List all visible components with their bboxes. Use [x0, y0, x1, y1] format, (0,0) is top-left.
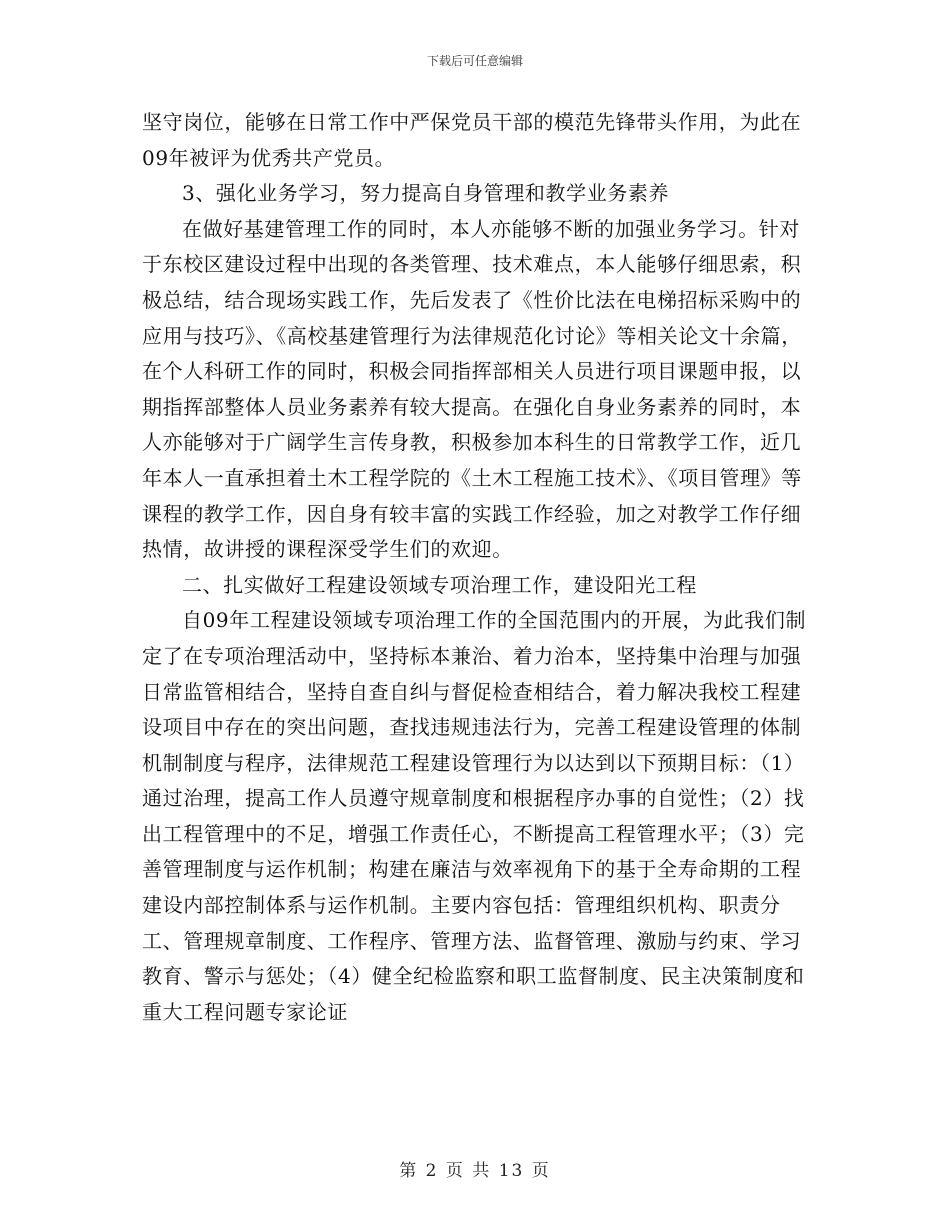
section-heading-3: 3、强化业务学习，努力提高自身管理和教学业务素养 [182, 181, 670, 206]
document-body [142, 105, 812, 1030]
section-heading-2: 二、扎实做好工程建设领域专项治理工作，建设阳光工程 [182, 572, 697, 597]
page-number: 第 2 页 共 13 页 [399, 1161, 551, 1181]
header-note: 下载后可任意编辑 [426, 54, 523, 68]
paragraph-governance: 自09年工程建设领域专项治理工作的全国范围内的开展，为此我们制定了在专项治理活动中，坚持标本兼治、着力治本，坚持集中治理与加强日常监管相结合，坚持自查自纠与督促检查相结合，着力解决我校工程建设项目中存在的突出问题，查找违规违法行为，完善工程建设管理的体制机制制度与程序，法律规范工程建设管理行为以达到以下预期目标：（1）通过治理，提高工作人员遵守规章制度和根据程序办事的自觉性；（2）找出工程管理中的不足，增强工作责任心，不断提高工程管理水平；（3）完善管理制度与运作机制；构建在廉洁与效率视角下的基于全寿命期的工程建设内部控制体系与运作机制。主要内容包括：管理组织机构、职责分工、管理规章制度、工作程序、管理方法、监督管理、激励与约束、学习教育、警示与惩处；（4）健全纪检监察和职工监督制度、民主决策制度和重大工程问题专家论证 [142, 608, 807, 1024]
paragraph-study: 在做好基建管理工作的同时，本人亦能够不断的加强业务学习。针对于东校区建设过程中出现的各类管理、技术难点，本人能够仔细思索，积极总结，结合现场实践工作，先后发表了《性价比法在电梯招标采购中的应用与技巧》、《高校基建管理行为法律规范化讨论》等相关论文十余篇，在个人科研工作的同时，积极会同指挥部相关人员进行项目课题申报，以期指挥部整体人员业务素养有较大提高。在强化自身业务素养的同时，本人亦能够对于广阔学生言传身教，积极参加本科生的日常教学工作，近几年本人一直承担着土木工程学院的《土木工程施工技术》、《项目管理》等课程的教学工作，因自身有较丰富的实践工作经验，加之对教学工作仔细热情，故讲授的课程深受学生们的欢迎。 [142, 216, 802, 562]
paragraph-continuation: 坚守岗位，能够在日常工作中严保党员干部的模范先锋带头作用，为此在09年被评为优秀共产党员。 [142, 110, 802, 170]
